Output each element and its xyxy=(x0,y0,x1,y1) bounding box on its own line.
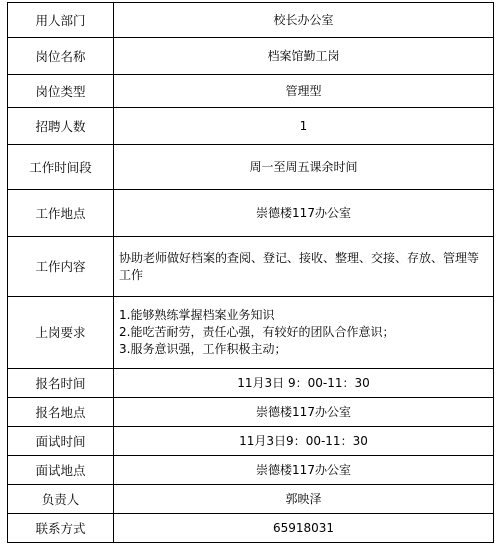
table-row xyxy=(8,3,494,38)
job-posting-table xyxy=(7,2,494,543)
table-row xyxy=(8,38,494,75)
field-label: 报名地点 xyxy=(8,398,114,427)
field-value: 协助老师做好档案的查阅、登记、接收、整理、交接、存放、管理等工作 xyxy=(114,237,494,297)
table-row xyxy=(8,427,494,456)
field-label: 联系方式 xyxy=(8,514,114,543)
requirements-cell xyxy=(114,297,494,369)
field-value: 周一至周五课余时间 xyxy=(114,145,494,190)
requirement-line: 3.服务意识强，工作积极主动； xyxy=(119,342,287,356)
table-row xyxy=(8,108,494,145)
field-label: 工作时间段 xyxy=(8,145,114,190)
requirement-line: 1.能够熟练掌握档案业务知识 xyxy=(119,308,275,322)
table-row xyxy=(8,485,494,514)
field-value: 11月3日 9：00-11：30 xyxy=(114,369,494,398)
field-label: 负责人 xyxy=(8,485,114,514)
field-value: 1 xyxy=(114,108,494,145)
table-row xyxy=(8,398,494,427)
field-label: 工作内容 xyxy=(8,237,114,297)
field-value: 11月3日9：00-11：30 xyxy=(114,427,494,456)
field-value: 崇德楼117办公室 xyxy=(114,456,494,485)
field-value: 郭映泽 xyxy=(114,485,494,514)
field-value: 崇德楼117办公室 xyxy=(114,190,494,237)
requirement-line: 2.能吃苦耐劳，责任心强，有较好的团队合作意识； xyxy=(119,325,395,339)
field-value: 校长办公室 xyxy=(114,3,494,38)
field-label: 工作地点 xyxy=(8,190,114,237)
field-label: 上岗要求 xyxy=(8,297,114,369)
field-label: 招聘人数 xyxy=(8,108,114,145)
field-label: 面试时间 xyxy=(8,427,114,456)
field-value: 崇德楼117办公室 xyxy=(114,398,494,427)
table-row xyxy=(8,297,494,369)
table-row xyxy=(8,456,494,485)
field-label: 面试地点 xyxy=(8,456,114,485)
field-value: 管理型 xyxy=(114,75,494,108)
table-row xyxy=(8,190,494,237)
field-label: 岗位类型 xyxy=(8,75,114,108)
table-row xyxy=(8,75,494,108)
field-value: 65918031 xyxy=(114,514,494,543)
field-label: 报名时间 xyxy=(8,369,114,398)
table-row xyxy=(8,237,494,297)
field-label: 岗位名称 xyxy=(8,38,114,75)
field-label: 用人部门 xyxy=(8,3,114,38)
table-row xyxy=(8,145,494,190)
field-value: 档案馆勤工岗 xyxy=(114,38,494,75)
table-row xyxy=(8,369,494,398)
table-row xyxy=(8,514,494,543)
